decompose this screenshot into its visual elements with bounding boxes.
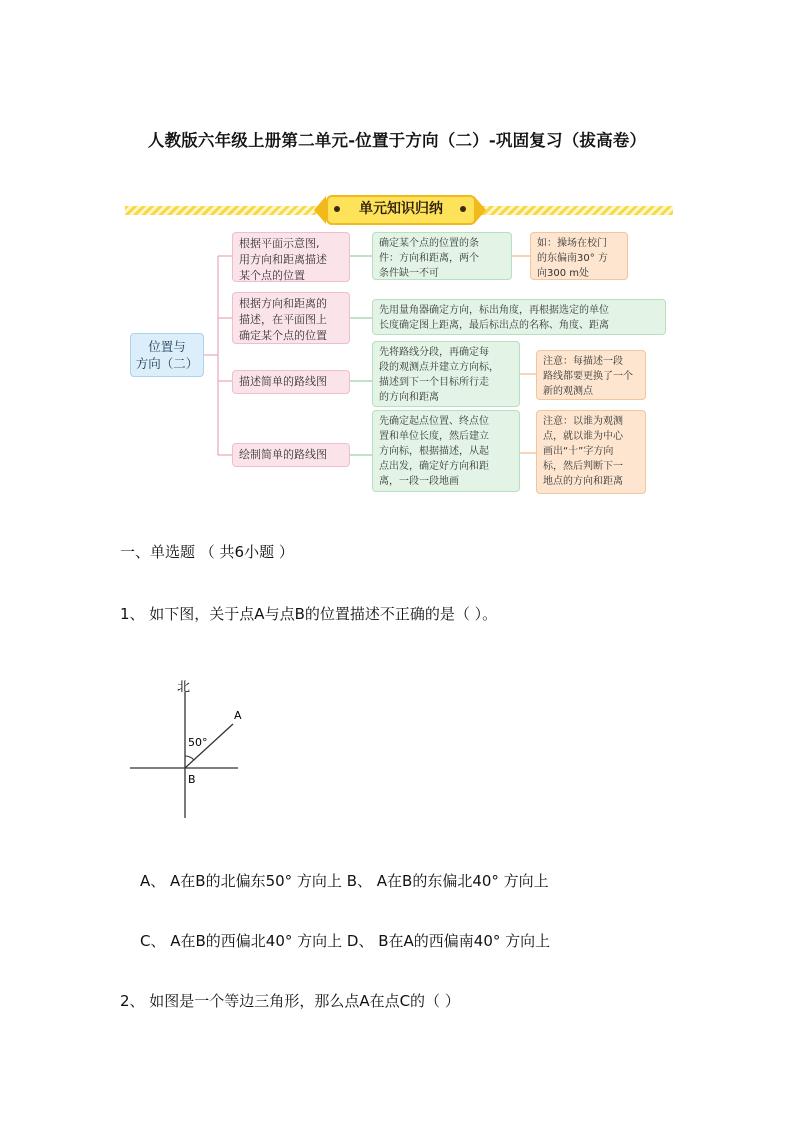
note-line: 点，就以谁为中心 (543, 431, 623, 442)
topic-line: 绘制简单的路线图 (239, 448, 327, 461)
detail-line: 描述到下一个目标所行走 (379, 377, 489, 388)
detail-line: 的方向和距离 (379, 392, 439, 403)
north-label: 北 (177, 680, 191, 695)
mindmap-note-1 (530, 232, 628, 280)
question-1-text: 1、 如下图，关于点A与点B的位置描述不正确的是（ ）。 (120, 605, 498, 623)
document-title: 人教版六年级上册第二单元-位置于方向（二）-巩固复习（拔高卷） (147, 131, 647, 150)
angle-label: 50° (188, 736, 208, 749)
point-b-label: B (188, 773, 196, 786)
mindmap-topic-4 (232, 443, 350, 467)
mindmap-topic-1 (232, 232, 350, 282)
mindmap-root (130, 333, 204, 377)
note-line: 新的观测点 (543, 386, 593, 397)
topic-line: 某个点的位置 (239, 269, 305, 282)
note-line: 向300 m处 (537, 268, 590, 279)
topic-line: 描述，在平面图上 (239, 313, 327, 326)
banner-label: 单元知识归纳 (359, 201, 443, 217)
note-line: 注意：以谁为观测 (543, 416, 623, 427)
mindmap-note-4 (536, 410, 646, 494)
detail-line: 置和单位长度，然后建立 (379, 431, 489, 442)
section-heading: 一、单选题 （ 共6小题 ） (120, 543, 294, 561)
topic-line: 根据方向和距离的 (239, 297, 327, 310)
detail-line: 方向标，根据描述，从起 (379, 446, 489, 457)
mindmap-topic-3 (232, 370, 350, 394)
topic-line: 描述简单的路线图 (239, 375, 327, 388)
detail-line: 确定某个点的位置的条 (379, 238, 479, 249)
detail-line: 点出发，确定好方向和距 (379, 461, 489, 472)
angle-arc (185, 756, 194, 760)
detail-line: 先用量角器确定方向，标出角度，再根据选定的单位 (379, 305, 609, 316)
mindmap-detail-2 (372, 299, 666, 335)
detail-line: 离，一段一段地画 (379, 476, 459, 487)
mindmap-detail-1 (372, 232, 512, 280)
note-line: 路线都要更换了一个 (543, 371, 633, 382)
mindmap-topic-2 (232, 292, 350, 344)
detail-line: 先确定起点位置、终点位 (379, 416, 489, 427)
note-line: 标，然后判断下一 (543, 461, 623, 472)
note-line: 的东偏南30° 方 (537, 253, 608, 264)
topic-line: 根据平面示意图, (239, 237, 320, 250)
mindmap-detail-3 (372, 341, 520, 407)
note-line: 地点的方向和距离 (543, 476, 623, 487)
note-line: 如：操场在校门 (537, 238, 607, 249)
mindmap-root-line2: 方向（二） (135, 356, 199, 371)
detail-line: 长度确定图上距离，最后标出点的名称、角度、距离 (379, 320, 609, 331)
question-1-options-row2: C、 A在B的西偏北40° 方向上 D、 B在A的西偏南40° 方向上 (140, 932, 551, 950)
question-1-figure (120, 670, 260, 830)
question-2-text: 2、 如图是一个等边三角形，那么点A在点C的（ ） (120, 992, 460, 1010)
mindmap-detail-4 (372, 410, 520, 492)
mindmap-root-line1: 位置与 (148, 339, 186, 354)
detail-line: 件：方向和距离，两个 (379, 253, 479, 264)
point-a-label: A (234, 709, 242, 722)
note-line: 注意：每描述一段 (543, 356, 623, 367)
detail-line: 段的观测点并建立方向标， (379, 362, 499, 373)
mindmap-note-3 (536, 350, 646, 400)
detail-line: 条件缺一不可 (379, 268, 439, 279)
note-line: 画出“十”字方向 (543, 446, 614, 457)
topic-line: 用方向和距离描述 (239, 253, 327, 266)
question-1-options-row1: A、 A在B的北偏东50° 方向上 B、 A在B的东偏北40° 方向上 (140, 872, 549, 890)
detail-line: 先将路线分段，再确定每 (379, 347, 489, 358)
topic-line: 确定某个点的位置 (239, 329, 327, 342)
